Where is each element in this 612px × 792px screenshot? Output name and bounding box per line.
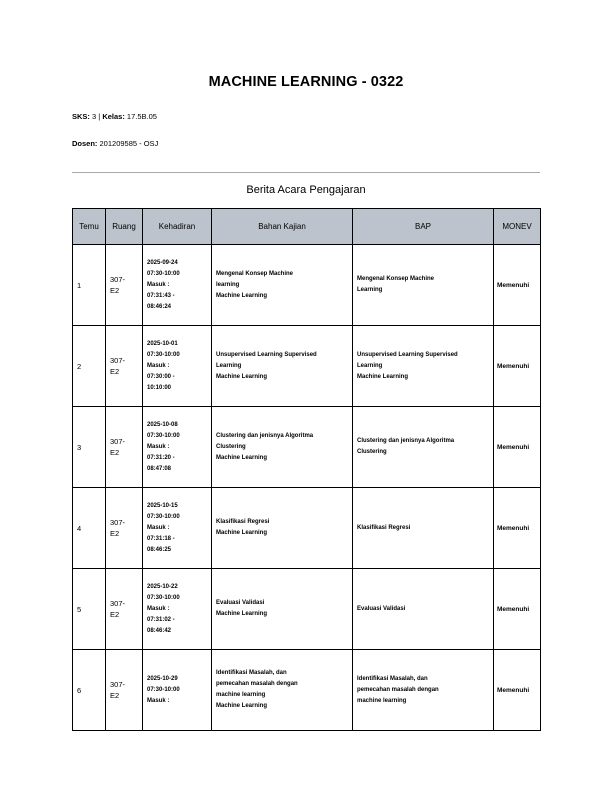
bahan-kajian-cell-line: Machine Learning [216, 703, 268, 709]
bap-table [72, 208, 541, 731]
bap-cell [353, 569, 494, 650]
kehadiran-cell-line: 2025-09-24 [147, 259, 178, 266]
bahan-kajian-cell [212, 326, 353, 407]
kehadiran-cell-line: 07:31:18 - [147, 535, 175, 542]
kehadiran-cell-line: 2025-10-01 [147, 340, 178, 347]
kehadiran-cell-line: 2025-10-08 [147, 421, 178, 428]
table-row [73, 488, 541, 569]
bahan-kajian-cell-line: Machine Learning [216, 292, 268, 299]
bahan-kajian-cell-line: Machine Learning [216, 611, 268, 617]
temu-cell: 2 [73, 326, 106, 407]
kehadiran-cell-line: 08:46:24 [147, 303, 172, 310]
table-row [73, 650, 541, 731]
kehadiran-cell-line: 07:31:02 - [147, 616, 175, 623]
ruang-cell-line: 307- [110, 680, 126, 689]
monev-cell: Memenuhi [494, 407, 541, 488]
bap-cell-line: Unsupervised Learning Supervised [357, 351, 458, 358]
ruang-cell [106, 569, 143, 650]
kehadiran-cell [143, 245, 212, 326]
monev-cell: Memenuhi [494, 650, 541, 731]
bahan-kajian-cell-line: Evaluasi Validasi [216, 600, 265, 606]
kehadiran-cell-line: 07:30-10:00 [147, 513, 180, 520]
table-row [73, 407, 541, 488]
course-meta [72, 112, 157, 121]
bahan-kajian-cell-line: Machine Learning [216, 373, 268, 380]
table-row [73, 245, 541, 326]
temu-cell: 5 [73, 569, 106, 650]
ruang-cell-line: 307- [110, 437, 126, 446]
bap-cell [353, 407, 494, 488]
bap-cell-line: Mengenal Konsep Machine [357, 276, 435, 282]
bap-cell-line: Klasifikasi Regresi [357, 524, 411, 531]
kehadiran-cell-line: Masuk : [147, 443, 170, 450]
bap-cell-line: Evaluasi Validasi [357, 605, 406, 612]
kehadiran-cell-line: 10:10:00 [147, 384, 172, 391]
ruang-cell-line: E2 [110, 691, 120, 700]
header-bap: BAP [353, 209, 494, 245]
monev-cell: Memenuhi [494, 326, 541, 407]
ruang-cell-line: 307- [110, 518, 126, 527]
temu-cell: 1 [73, 245, 106, 326]
bahan-kajian-cell-line: learning [216, 281, 240, 288]
divider [72, 172, 540, 173]
bap-cell [353, 326, 494, 407]
ruang-cell-line: E2 [110, 367, 120, 376]
ruang-cell-line: E2 [110, 448, 120, 457]
bap-cell [353, 650, 494, 731]
kehadiran-cell-line: 07:31:20 - [147, 454, 175, 461]
kehadiran-cell-line: 08:46:25 [147, 546, 172, 553]
ruang-cell-line: E2 [110, 610, 120, 619]
kehadiran-cell-line: 07:30-10:00 [147, 594, 180, 601]
kehadiran-cell-line: Masuk : [147, 605, 170, 612]
header-ruang: Ruang [106, 209, 143, 245]
kehadiran-cell [143, 407, 212, 488]
kehadiran-cell-line: Masuk : [147, 362, 170, 369]
kehadiran-cell [143, 326, 212, 407]
bap-cell-line: pemecahan masalah dengan [357, 686, 439, 693]
temu-cell: 3 [73, 407, 106, 488]
bap-cell-line: machine learning [357, 697, 407, 704]
kehadiran-cell-line: 07:30-10:00 [147, 686, 180, 693]
header-bahan-kajian: Bahan Kajian [212, 209, 353, 245]
sks-label: SKS: [72, 112, 90, 121]
temu-cell: 4 [73, 488, 106, 569]
kehadiran-cell-line: 07:31:43 - [147, 292, 175, 299]
kehadiran-cell [143, 488, 212, 569]
monev-cell: Memenuhi [494, 488, 541, 569]
kehadiran-cell-line: Masuk : [147, 281, 170, 288]
bahan-kajian-cell-line: Klasifikasi Regresi [216, 519, 270, 525]
header-monev: MONEV [494, 209, 541, 245]
table-row [73, 326, 541, 407]
lecturer-meta [72, 139, 158, 148]
dosen-value: 201209585 - OSJ [99, 139, 159, 148]
ruang-cell-line: E2 [110, 529, 120, 538]
ruang-cell [106, 407, 143, 488]
bap-cell-line: Identifikasi Masalah, dan [357, 675, 428, 682]
kehadiran-cell-line: 07:30-10:00 [147, 351, 180, 358]
table-row [73, 569, 541, 650]
ruang-cell [106, 650, 143, 731]
monev-cell: Memenuhi [494, 245, 541, 326]
bap-cell [353, 245, 494, 326]
bahan-kajian-cell [212, 569, 353, 650]
ruang-cell [106, 245, 143, 326]
page-title: MACHINE LEARNING - 0322 [208, 74, 404, 90]
kehadiran-cell-line: 2025-10-15 [147, 502, 178, 509]
header-temu: Temu [73, 209, 106, 245]
bap-cell-line: Clustering dan jenisnya Algoritma [357, 438, 455, 444]
kehadiran-cell [143, 650, 212, 731]
bahan-kajian-cell-line: Mengenal Konsep Machine [216, 270, 294, 277]
bahan-kajian-cell [212, 488, 353, 569]
bahan-kajian-cell [212, 650, 353, 731]
kehadiran-cell-line: 2025-10-22 [147, 583, 178, 590]
bahan-kajian-cell-line: Unsupervised Learning Supervised [216, 351, 317, 358]
kelas-label: Kelas: [102, 112, 125, 121]
ruang-cell-line: 307- [110, 356, 126, 365]
section-title: Berita Acara Pengajaran [246, 184, 366, 196]
bahan-kajian-cell [212, 245, 353, 326]
bahan-kajian-cell-line: Clustering [216, 443, 246, 450]
header-kehadiran: Kehadiran [143, 209, 212, 245]
kehadiran-cell-line: Masuk : [147, 524, 170, 531]
kehadiran-cell-line: 07:30-10:00 [147, 270, 180, 277]
ruang-cell-line: E2 [110, 286, 120, 295]
ruang-cell-line: 307- [110, 275, 126, 284]
kehadiran-cell-line: 2025-10-29 [147, 675, 178, 682]
bahan-kajian-cell-line: Learning [216, 362, 242, 369]
temu-cell: 6 [73, 650, 106, 731]
kehadiran-cell-line: 07:30:00 - [147, 373, 175, 380]
bap-cell-line: Learning [357, 287, 383, 293]
kehadiran-cell-line: 07:30-10:00 [147, 432, 180, 439]
bahan-kajian-cell-line: Machine Learning [216, 530, 268, 536]
ruang-cell [106, 488, 143, 569]
bahan-kajian-cell-line: Clustering dan jenisnya Algoritma [216, 432, 314, 439]
bahan-kajian-cell-line: pemecahan masalah dengan [216, 681, 298, 687]
bahan-kajian-cell-line: machine learning [216, 692, 266, 698]
kehadiran-cell-line: Masuk : [147, 697, 170, 704]
ruang-cell [106, 326, 143, 407]
kehadiran-cell [143, 569, 212, 650]
dosen-label: Dosen: [72, 139, 98, 148]
kelas-value: 17.5B.05 [126, 112, 157, 121]
bap-cell-line: Learning [357, 362, 383, 369]
bap-cell-line: Clustering [357, 449, 387, 455]
ruang-cell-line: 307- [110, 599, 126, 608]
sks-value: 3 | [92, 112, 103, 121]
bap-cell-line: Machine Learning [357, 373, 409, 380]
monev-cell: Memenuhi [494, 569, 541, 650]
kehadiran-cell-line: 08:47:08 [147, 465, 172, 472]
table-header-row [73, 209, 541, 245]
bahan-kajian-cell-line: Identifikasi Masalah, dan [216, 670, 287, 676]
bahan-kajian-cell-line: Machine Learning [216, 454, 268, 461]
kehadiran-cell-line: 08:46:42 [147, 627, 172, 634]
bahan-kajian-cell [212, 407, 353, 488]
bap-cell [353, 488, 494, 569]
